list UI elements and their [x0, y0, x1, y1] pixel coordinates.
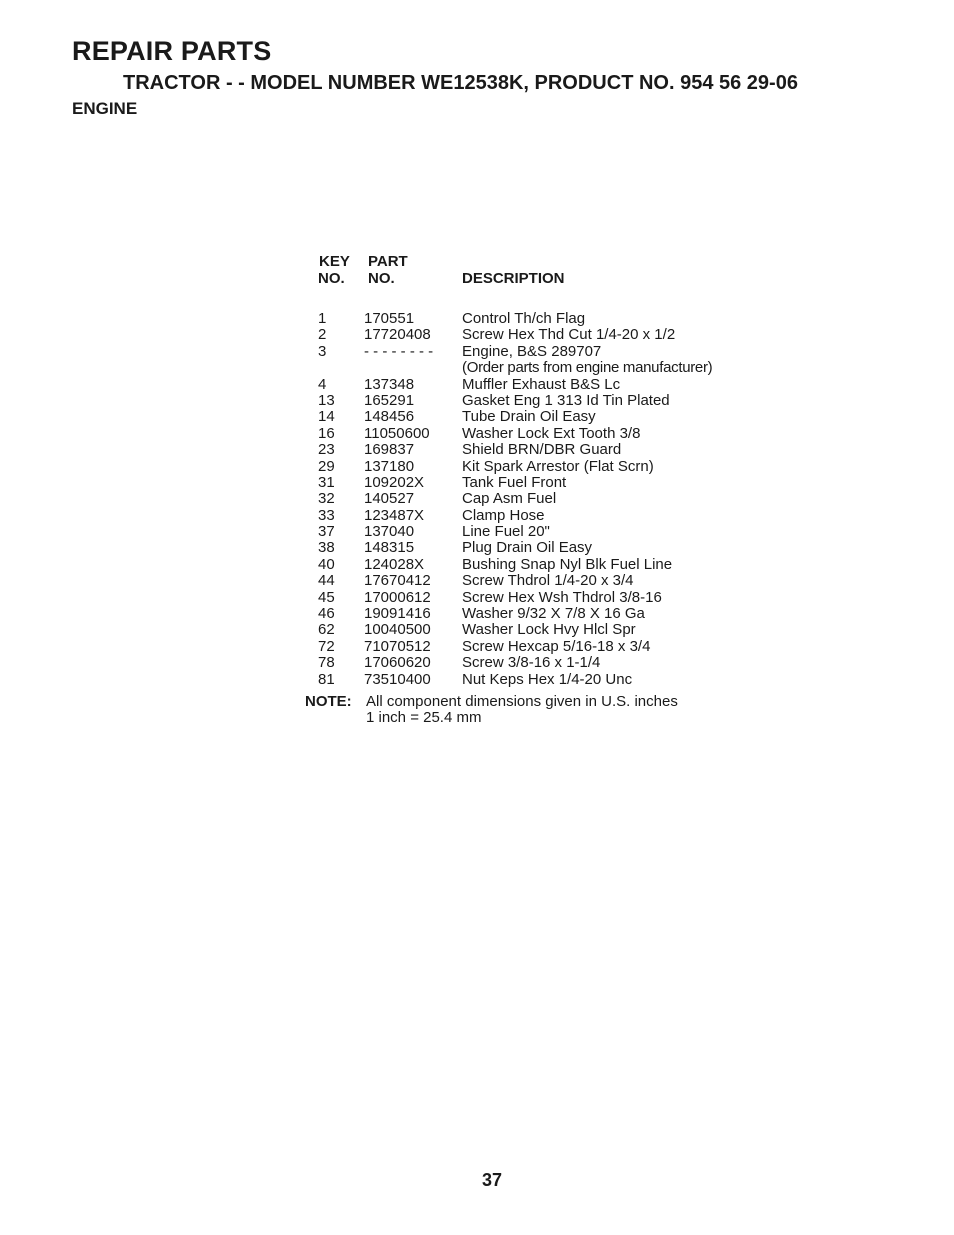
- part-no-cell: 137040: [364, 523, 415, 541]
- key-no-cell: 32: [318, 490, 335, 508]
- part-no-cell: 17060620: [364, 654, 431, 672]
- key-no-cell: 16: [318, 424, 335, 442]
- part-no-cell: 10040500: [364, 621, 431, 639]
- key-no-cell: 40: [318, 555, 335, 573]
- description-cell: Screw 3/8-16 x 1-1/4: [462, 654, 601, 672]
- col-key-header-line2: NO.: [318, 270, 345, 287]
- part-no-cell: 71070512: [364, 637, 431, 655]
- part-no-cell: 170551: [364, 310, 415, 327]
- description-cell: Bushing Snap Nyl Blk Fuel Line: [462, 555, 673, 573]
- part-no-cell: 124028X: [364, 555, 425, 573]
- description-cell: Washer 9/32 X 7/8 X 16 Ga: [462, 605, 645, 623]
- part-no-cell: 19091416: [364, 605, 431, 623]
- key-no-cell: 33: [318, 506, 335, 524]
- col-part-header-line1: PART: [368, 253, 408, 270]
- col-description-header: DESCRIPTION: [462, 270, 565, 287]
- key-no-cell: 44: [318, 572, 335, 590]
- description-cell: Tank Fuel Front: [462, 473, 567, 491]
- description-cell: Cap Asm Fuel: [462, 490, 557, 508]
- key-no-cell: 23: [318, 441, 335, 459]
- col-key-header-line1: KEY: [319, 253, 350, 270]
- part-no-cell: 137180: [364, 457, 415, 475]
- part-no-cell: 17670412: [364, 572, 431, 590]
- description-cell: Kit Spark Arrestor (Flat Scrn): [462, 457, 654, 475]
- part-no-cell: 17720408: [364, 326, 431, 344]
- part-no-cell: 148456: [364, 408, 415, 426]
- key-no-cell: 81: [318, 670, 335, 688]
- description-cell: Clamp Hose: [462, 506, 545, 524]
- key-no-cell: 2: [318, 326, 327, 344]
- key-no-cell: 45: [318, 588, 335, 606]
- description-cell: Screw Hex Wsh Thdrol 3/8-16: [462, 588, 662, 606]
- page-title: REPAIR PARTS: [72, 36, 272, 66]
- description-cell: Line Fuel 20": [462, 523, 550, 541]
- description-cell: Muffler Exhaust B&S Lc: [462, 375, 621, 393]
- part-no-cell: 11050600: [364, 424, 430, 442]
- key-no-cell: 3: [318, 342, 327, 360]
- key-no-cell: 31: [318, 473, 335, 491]
- description-cell: Engine, B&S 289707: [462, 342, 602, 360]
- key-no-cell: 72: [318, 637, 335, 655]
- page-number: 37: [481, 1170, 503, 1190]
- key-no-cell: 14: [318, 408, 335, 426]
- description-cell: Tube Drain Oil Easy: [462, 408, 596, 426]
- note-line-1: All component dimensions given in U.S. inches: [366, 693, 678, 710]
- description-cell: Control Th/ch Flag: [462, 310, 586, 327]
- key-no-cell: 1: [318, 310, 327, 327]
- col-part-header-line2: NO.: [368, 270, 395, 287]
- description-cell: Screw Thdrol 1/4-20 x 3/4: [462, 572, 634, 590]
- key-no-cell: 29: [318, 457, 335, 475]
- part-no-cell: 109202X: [364, 473, 425, 491]
- key-no-cell: 62: [318, 621, 335, 639]
- description-cell: Washer Lock Hvy Hlcl Spr: [462, 621, 636, 639]
- part-no-cell: 137348: [364, 375, 415, 393]
- part-no-cell: 123487X: [364, 506, 425, 524]
- description-cell: Screw Hex Thd Cut 1/4-20 x 1/2: [462, 326, 676, 344]
- part-no-cell: 73510400: [364, 670, 431, 688]
- part-no-cell: 165291: [364, 391, 415, 409]
- description-cell: Screw Hexcap 5/16-18 x 3/4: [462, 637, 651, 655]
- note-label: NOTE:: [305, 693, 352, 710]
- model-subtitle: TRACTOR - - MODEL NUMBER WE12538K, PRODUCT NO. 954 56 29-06: [123, 72, 798, 94]
- description-cell: Shield BRN/DBR Guard: [462, 441, 622, 459]
- part-no-cell: 17000612: [364, 588, 431, 606]
- note-line-2: 1 inch = 25.4 mm: [366, 708, 482, 726]
- description-cell: Plug Drain Oil Easy: [462, 539, 593, 557]
- key-no-cell: 13: [318, 391, 335, 409]
- key-no-cell: 4: [318, 375, 327, 393]
- description-cell: Nut Keps Hex 1/4-20 Unc: [462, 670, 633, 688]
- description-cell: (Order parts from engine manufacturer): [462, 359, 713, 377]
- key-no-cell: 38: [318, 539, 335, 557]
- part-no-cell: - - - - - - - -: [364, 342, 434, 360]
- part-no-cell: 140527: [364, 490, 415, 508]
- key-no-cell: 37: [318, 523, 335, 541]
- part-no-cell: 148315: [364, 539, 415, 557]
- key-no-cell: 46: [318, 605, 335, 623]
- section-heading: ENGINE: [72, 99, 138, 118]
- note-text: [366, 694, 678, 725]
- description-cell: Gasket Eng 1 313 Id Tin Plated: [462, 391, 670, 409]
- part-no-cell: 169837: [364, 441, 415, 459]
- description-cell: Washer Lock Ext Tooth 3/8: [462, 424, 641, 442]
- key-no-cell: 78: [318, 654, 335, 672]
